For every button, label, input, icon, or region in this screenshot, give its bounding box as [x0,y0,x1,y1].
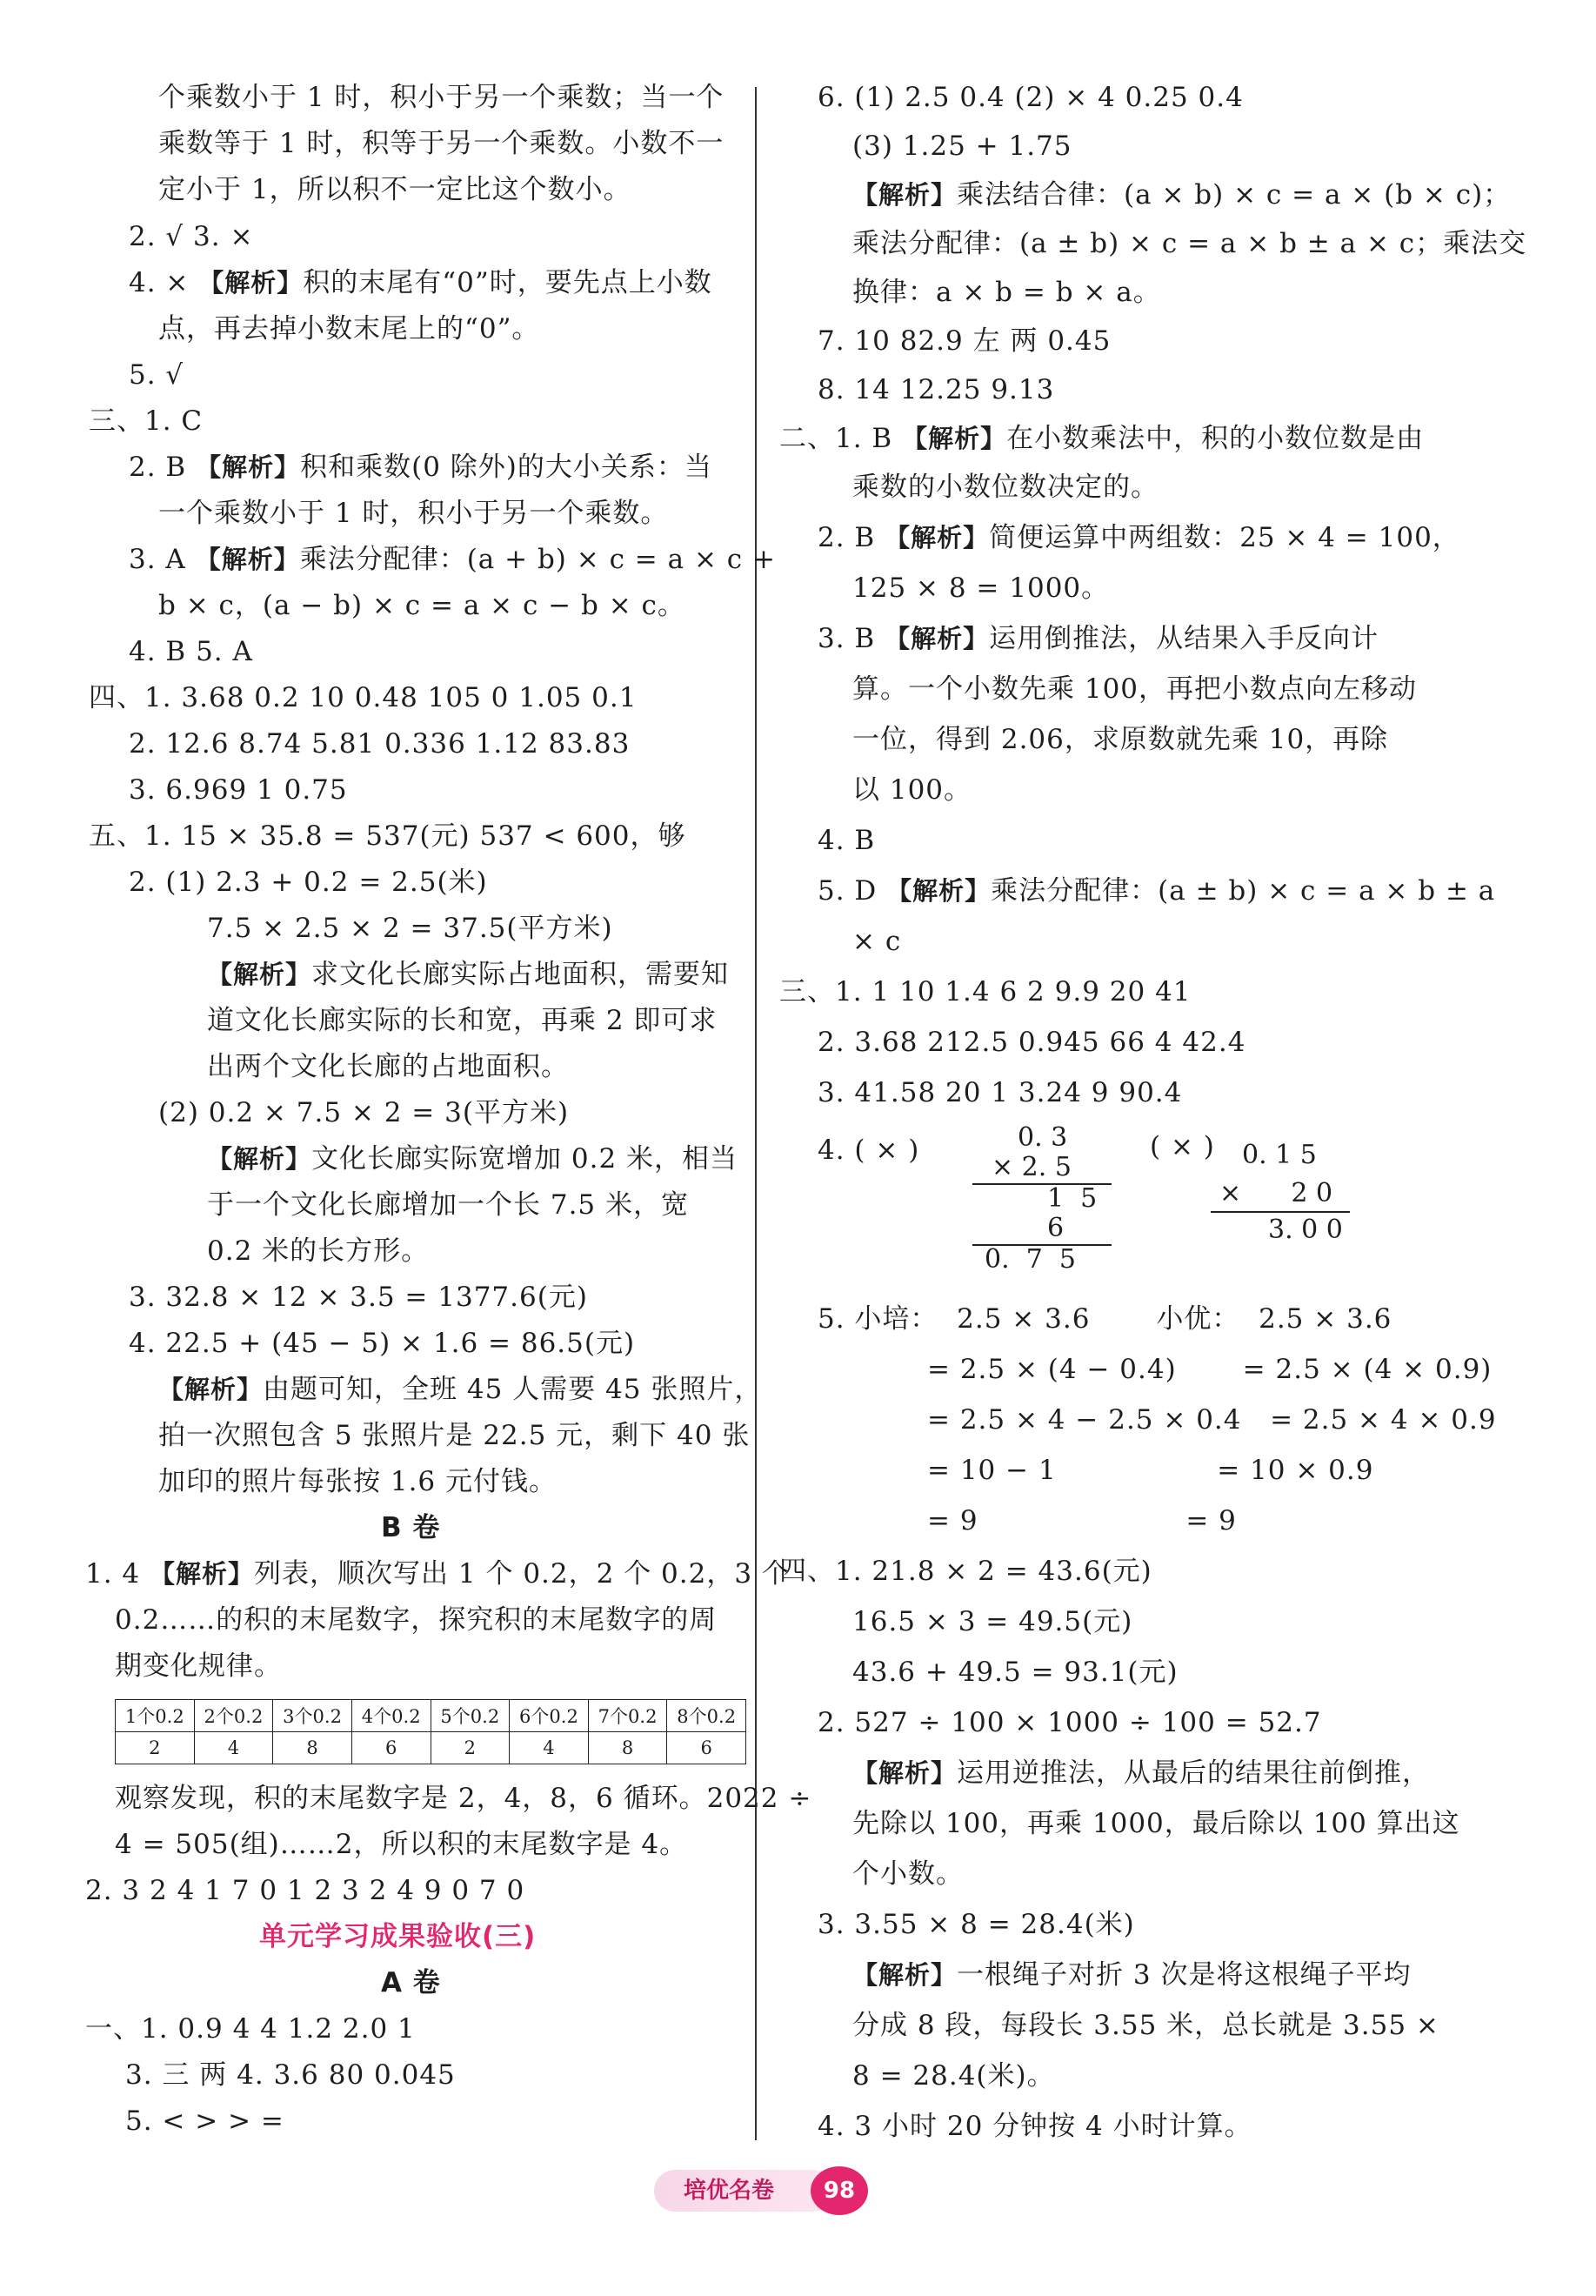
analysis-label: 【解析】 [150,1559,255,1589]
answer-line: 个小数。 [852,1858,964,1890]
answer-line [779,421,1424,456]
analysis-label: 【解析】 [198,268,304,298]
page-footer [0,2166,1596,2219]
answer-line: 125 × 8 = 1000。 [852,572,1110,604]
table-cell: 6 [351,1732,431,1764]
answer-line: 43.6 + 49.5 = 93.1(元) [852,1657,1179,1688]
unit-test-title: 单元学习成果验收(三) [259,1921,537,1952]
analysis-text: 列表，顺次写出 1 个 0.2，2 个 0.2，3 个 [254,1558,790,1590]
vertical-multiplication-2 [1211,1140,1385,1244]
table-cell: 1个0.2 [116,1700,195,1732]
vertical-multiplication-1 [972,1122,1112,1275]
item-number: 5. D [818,875,887,907]
answer-line: 一位，得到 2.06，求原数就先乘 10，再除 [852,724,1389,755]
table-cell: 4个0.2 [351,1700,431,1732]
table-cell: 5个0.2 [431,1700,510,1732]
analysis-text: 乘法分配律：(a ± b) × c = a × b ± a [991,875,1496,907]
analysis-label: 【解析】 [207,1144,312,1174]
table-cell: 3个0.2 [273,1700,352,1732]
answer-line [129,450,712,485]
answer-line: 算。一个小数先乘 100，再把小数点向左移动 [852,673,1418,705]
answer-line: 3. 6.969 1 0.75 [129,774,348,806]
table-cell: 7个0.2 [588,1700,667,1732]
table-cell: 4 [194,1732,273,1764]
answer-line: 0.2……的积的末尾数字，探究积的末尾数字的周 [115,1604,718,1636]
vm-line: × 2. 5 [992,1152,1072,1182]
answer-line: 定小于 1，所以积不一定比这个数小。 [158,174,631,205]
vm-line: 1 5 [1047,1183,1098,1214]
section-b-heading: B 卷 [381,1512,441,1543]
answer-line: = 2.5 × 4 − 2.5 × 0.4 = 2.5 × 4 × 0.9 [927,1404,1497,1436]
table-cell: 8 [273,1732,352,1764]
vm-line: 6 [1047,1213,1065,1243]
table-header-row [116,1700,746,1732]
item-number: 二、1. B [779,423,903,454]
answer-line: 8. 14 12.25 9.13 [818,374,1055,405]
analysis-label: 【解析】 [852,1758,958,1788]
analysis-text: 在小数乘法中，积的小数位数是由 [1006,423,1425,454]
answer-line: 乘法分配律：(a ± b) × c = a × b ± a × c；乘法交 [852,228,1527,259]
analysis-label: 【解析】 [852,1960,958,1990]
page-number: 98 [811,2166,868,2215]
answer-line: 2. 3 2 4 1 7 0 1 2 3 2 4 9 0 7 0 [85,1875,525,1906]
table-cell: 6 [667,1732,746,1764]
answer-line: 期变化规律。 [115,1650,282,1682]
answer-line: 4. 22.5 + (45 − 5) × 1.6 = 86.5(元) [129,1328,636,1359]
answer-line: 四、1. 21.8 × 2 = 43.6(元) [779,1556,1152,1587]
item-number: 2. B [129,452,197,483]
answer-line: 4 = 505(组)……2，所以积的末尾数字是 4。 [115,1829,688,1860]
answer-line: 道文化长廊实际的长和宽，再乘 2 即可求 [207,1005,718,1036]
answer-line: 个乘数小于 1 时，积小于另一个乘数；当一个 [158,82,725,113]
item-number: 3. A [129,544,196,575]
answer-line: (3) 1.25 + 1.75 [852,131,1072,162]
analysis-text: 乘法分配律：(a + b) × c = a × c + [299,544,776,575]
table-cell: 4 [510,1732,589,1764]
answer-line: 16.5 × 3 = 49.5(元) [852,1606,1133,1637]
vm-line: 3. 0 0 [1268,1215,1343,1245]
answer-line [852,1958,1411,1992]
analysis-text: 乘法结合律：(a × b) × c = a × (b × c)； [957,179,1512,211]
answer-line: 一个乘数小于 1 时，积小于另一个乘数。 [158,498,669,529]
answer-line: 3. 41.58 20 1 3.24 9 90.4 [818,1077,1183,1108]
table-cell: 2 [116,1732,195,1764]
answer-line: 2. √ 3. × [129,221,254,252]
answer-line: 一、1. 0.9 4 4 1.2 2.0 1 [85,2013,416,2045]
table-cell: 6个0.2 [510,1700,589,1732]
vm-line: × 2 0 [1219,1178,1333,1208]
answer-line: 拍一次照包含 5 张照片是 22.5 元，剩下 40 张 [158,1420,751,1451]
answer-line: 7.5 × 2.5 × 2 = 37.5(平方米) [207,913,613,944]
table-cell: 2 [431,1732,510,1764]
analysis-label: 【解析】 [207,960,312,989]
answer-line: 点，再去掉小数末尾上的“0”。 [158,313,540,345]
table-cell: 2个0.2 [194,1700,273,1732]
answer-line: 2. 527 ÷ 100 × 1000 ÷ 100 = 52.7 [818,1707,1322,1738]
answer-line: 6. (1) 2.5 0.4 (2) × 4 0.25 0.4 [818,82,1244,113]
answer-line: 8 = 28.4(米)。 [852,2060,1055,2092]
analysis-text: 积的末尾有“0”时，要先点上小数 [303,267,712,298]
answer-line [207,1141,738,1176]
answer-line: 换律：a × b = b × a。 [852,277,1161,308]
analysis-label: 【解析】 [885,523,990,552]
analysis-label: 【解析】 [885,624,990,653]
item-number: 2. B [818,522,885,553]
section-a-heading: A 卷 [381,1967,441,1998]
analysis-label: 【解析】 [902,424,1007,453]
answer-line: 以 100。 [852,774,972,806]
answer-line: 出两个文化长廊的占地面积。 [207,1051,569,1082]
answer-line: = 9 = 9 [927,1505,1237,1536]
answer-line [852,177,1511,212]
answer-line [852,1756,1430,1791]
answer-line: 五、1. 15 × 35.8 = 537(元) 537 < 600，够 [89,820,686,852]
answer-line: 5. < > > = [125,2105,284,2137]
answer-line: 3. 3.55 × 8 = 28.4(米) [818,1909,1135,1940]
table-cell: 8个0.2 [667,1700,746,1732]
answer-line [129,265,712,300]
answer-line: 7. 10 82.9 左 两 0.45 [818,325,1112,357]
answer-line: = 10 − 1 = 10 × 0.9 [927,1455,1374,1486]
vm-rule [1211,1211,1350,1213]
answer-line: 加印的照片每张按 1.6 元付钱。 [158,1466,558,1497]
answer-line: 于一个文化长廊增加一个长 7.5 米，宽 [207,1189,690,1221]
answer-line: 乘数的小数位数决定的。 [852,472,1159,503]
answer-line: = 2.5 × (4 − 0.4) = 2.5 × (4 × 0.9) [927,1354,1492,1385]
answer-line: 2. 3.68 212.5 0.945 66 4 42.4 [818,1027,1246,1058]
answer-line: 三、1. 1 10 1.4 6 2 9.9 20 41 [779,976,1192,1007]
answer-line [818,520,1460,555]
answer-line: 4. ( × ) [818,1135,920,1166]
answer-line: 2. 12.6 8.74 5.81 0.336 1.12 83.83 [129,728,631,760]
answer-line: ( × ) [1150,1131,1215,1162]
answer-line [818,874,1495,908]
answer-line: 观察发现，积的末尾数字是 2，4，8，6 循环。2022 ÷ [115,1783,812,1814]
item-number: 4. × [129,267,199,298]
answer-line: 4. B [818,825,876,856]
answer-line: × c [852,926,902,957]
analysis-text: 一根绳子对折 3 次是将这根绳子平均 [957,1959,1412,1991]
answer-line: 2. (1) 2.3 + 0.2 = 2.5(米) [129,867,488,898]
answer-line: 四、1. 3.68 0.2 10 0.48 105 0 1.05 0.1 [89,682,638,713]
answer-line [129,542,776,577]
answer-line: 3. 三 两 4. 3.6 80 0.045 [125,2059,456,2091]
vm-line: 0. 3 [1018,1122,1068,1153]
analysis-text: 简便运算中两组数：25 × 4 = 100， [989,522,1460,553]
last-digit-table [115,1699,746,1764]
analysis-text: 由题可知，全班 45 人需要 45 张照片， [263,1374,763,1405]
answer-line [207,957,729,992]
item-number: 1. 4 [85,1558,150,1590]
answer-line: (2) 0.2 × 7.5 × 2 = 3(平方米) [158,1097,570,1128]
analysis-label: 【解析】 [158,1375,264,1404]
analysis-text: 求文化长廊实际占地面积，需要知 [311,959,730,990]
answer-line: 5. 小培： 2.5 × 3.6 小优： 2.5 × 3.6 [818,1303,1392,1335]
analysis-label: 【解析】 [195,545,300,574]
answer-line [85,1556,790,1591]
analysis-label: 【解析】 [886,876,992,906]
analysis-text: 运用逆推法，从最后的结果往前倒推， [957,1757,1431,1789]
table-row [116,1732,746,1764]
footer-brand: 培优名卷 [654,2170,833,2212]
analysis-label: 【解析】 [852,180,958,210]
analysis-text: 运用倒推法，从结果入手反向计 [989,623,1379,654]
answer-line: 0.2 米的长方形。 [207,1235,430,1267]
answer-line: 3. 32.8 × 12 × 3.5 = 1377.6(元) [129,1282,588,1313]
answer-line [158,1372,762,1407]
column-divider [755,87,757,2140]
answer-line: 分成 8 段，每段长 3.55 米，总长就是 3.55 × [852,2010,1439,2041]
analysis-text: 积和乘数(0 除外)的大小关系：当 [300,452,712,483]
answer-line: 乘数等于 1 时，积等于另一个乘数。小数不一 [158,128,725,159]
answer-line: 三、1. C [89,405,204,437]
vm-line: 0. 7 5 [985,1244,1076,1275]
analysis-text: 文化长廊实际宽增加 0.2 米，相当 [311,1143,738,1175]
analysis-label: 【解析】 [196,452,301,482]
table-cell: 8 [588,1732,667,1764]
item-number: 3. B [818,623,885,654]
answer-line: 先除以 100，再乘 1000，最后除以 100 算出这 [852,1808,1460,1839]
answer-line: b × c，(a − b) × c = a × c − b × c。 [158,590,685,621]
answer-line: 4. B 5. A [129,636,253,667]
answer-line: 5. √ [129,359,184,391]
answer-line: 4. 3 小时 20 分钟按 4 小时计算。 [818,2111,1252,2142]
vm-line: 0. 1 5 [1242,1140,1317,1170]
answer-line [818,621,1379,656]
